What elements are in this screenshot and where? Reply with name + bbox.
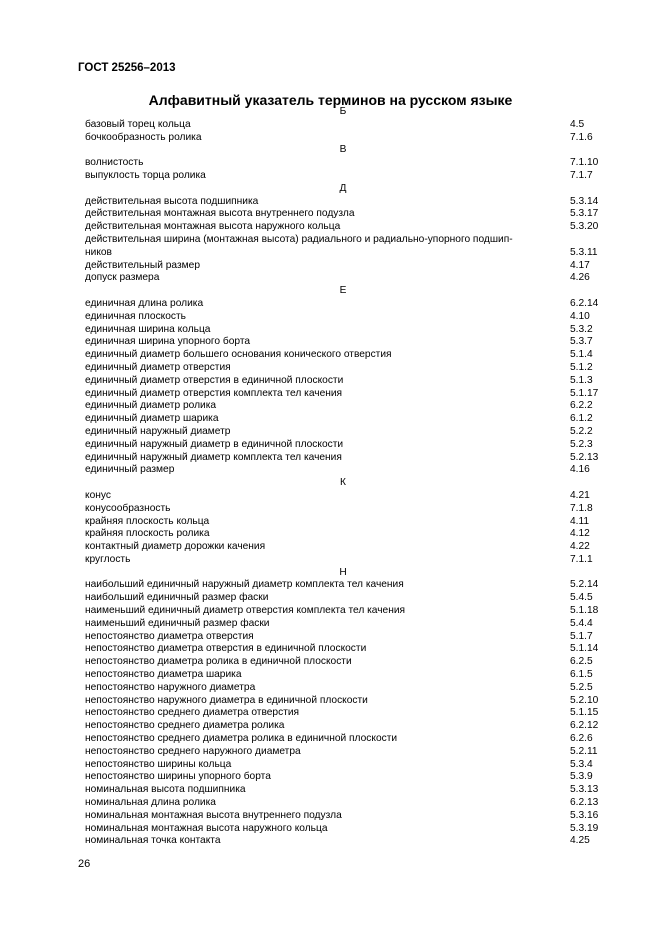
clause-number: 6.2.13 <box>570 797 599 809</box>
term-text: непостоянство среднего диаметра ролика <box>85 720 285 732</box>
term-text: допуск размера <box>85 272 160 284</box>
index-entry <box>85 579 601 592</box>
term-text: номинальная высота подшипника <box>85 784 246 796</box>
index-entry <box>85 196 601 209</box>
term-text: наибольший единичный наружный диаметр комплекта тел качения <box>85 579 404 591</box>
clause-number: 5.1.17 <box>570 387 599 399</box>
index-entry <box>85 823 601 836</box>
term-text: единичный диаметр отверстия <box>85 361 231 373</box>
index-entry <box>85 631 601 644</box>
term-text: непостоянство наружного диаметра в единичной плоскости <box>85 694 368 706</box>
clause-number: 5.3.13 <box>570 784 599 796</box>
clause-number: 6.2.14 <box>570 297 599 309</box>
term-text: конусообразность <box>85 502 171 514</box>
term-text: непостоянство диаметра отверстия <box>85 630 254 642</box>
term-text: действительная ширина (монтажная высота) радиального и радиально-упорного подшип- <box>85 233 513 245</box>
index-entry <box>85 720 601 733</box>
clause-number: 5.1.4 <box>570 349 593 361</box>
index-entry <box>85 643 601 656</box>
section-letter: Д <box>339 182 347 194</box>
index-entry <box>85 464 601 477</box>
clause-number: 5.3.4 <box>570 758 593 770</box>
term-text: непостоянство ширины упорного борта <box>85 771 271 783</box>
clause-number: 6.1.5 <box>570 669 593 681</box>
index-entry <box>85 452 601 465</box>
index-entry <box>85 221 601 234</box>
clause-number: 4.16 <box>570 464 590 476</box>
clause-number: 5.3.11 <box>570 246 598 258</box>
index-entry <box>85 592 601 605</box>
term-text: действительная монтажная высота наружного кольца <box>85 221 341 233</box>
term-text: крайняя плоскость ролика <box>85 528 210 540</box>
index-entry <box>85 170 601 183</box>
index-entry <box>85 439 601 452</box>
index-entry <box>85 388 601 401</box>
term-text: непостоянство среднего диаметра ролика в единичной плоскости <box>85 733 398 745</box>
term-text: единичный диаметр отверстия в единичной плоскости <box>85 374 344 386</box>
page-number: 26 <box>78 858 91 870</box>
clause-number: 4.10 <box>570 310 590 322</box>
term-text: единичная ширина упорного борта <box>85 336 251 348</box>
term-text: единичный диаметр ролика <box>85 400 217 412</box>
clause-number: 6.1.2 <box>570 413 593 425</box>
clause-number: 5.2.5 <box>570 681 593 693</box>
clause-number: 6.2.6 <box>570 733 593 745</box>
clause-number: 5.1.3 <box>570 374 593 386</box>
section-letter: Н <box>339 566 347 578</box>
term-text: волнистость <box>85 157 144 169</box>
term-text: наименьший единичный размер фаски <box>85 617 270 629</box>
term-text: единичный диаметр большего основания конического отверстия <box>85 349 392 361</box>
term-text: бочкообразность ролика <box>85 131 202 143</box>
clause-number: 5.3.20 <box>570 221 599 233</box>
index-entry <box>85 400 601 413</box>
clause-number: 5.3.7 <box>570 336 593 348</box>
clause-number: 5.1.18 <box>570 605 599 617</box>
index-entry <box>85 784 601 797</box>
clause-number: 6.2.2 <box>570 400 593 412</box>
index-entry <box>85 413 601 426</box>
term-index <box>85 106 601 848</box>
term-text: номинальная точка контакта <box>85 835 221 847</box>
index-entry <box>85 490 601 503</box>
term-text: непостоянство диаметра отверстия в единичной плоскости <box>85 643 367 655</box>
clause-number: 4.5 <box>570 118 585 130</box>
term-text: единичный наружный диаметр <box>85 425 231 437</box>
clause-number: 7.1.6 <box>570 131 593 143</box>
term-text: действительная монтажная высота внутреннего подузла <box>85 208 355 220</box>
index-entry <box>85 733 601 746</box>
term-text: номинальная монтажная высота наружного кольца <box>85 822 328 834</box>
clause-number: 5.3.9 <box>570 771 593 783</box>
clause-number: 5.2.11 <box>570 745 598 757</box>
term-text: непостоянство среднего диаметра отверстия <box>85 707 300 719</box>
clause-number: 5.4.5 <box>570 592 593 604</box>
clause-number: 5.3.19 <box>570 822 599 834</box>
index-entry <box>85 746 601 759</box>
clause-number: 4.21 <box>570 489 590 501</box>
term-text: выпуклость торца ролика <box>85 169 206 181</box>
index-entry <box>85 362 601 375</box>
index-entry <box>85 324 601 337</box>
index-entry <box>85 298 601 311</box>
clause-number: 5.1.7 <box>570 630 593 642</box>
term-text: непостоянство среднего наружного диаметра <box>85 745 301 757</box>
section-letter: К <box>340 477 346 489</box>
term-text: конус <box>85 489 111 501</box>
index-entry <box>85 516 601 529</box>
page-title: Алфавитный указатель терминов на русском языке <box>148 92 513 108</box>
clause-number: 5.2.2 <box>570 425 593 437</box>
term-text: действительная высота подшипника <box>85 195 259 207</box>
clause-number: 4.11 <box>570 515 590 527</box>
index-entry <box>85 157 601 170</box>
index-entry <box>85 375 601 388</box>
clause-number: 5.2.13 <box>570 451 599 463</box>
term-text: непостоянство наружного диаметра <box>85 681 256 693</box>
index-entry <box>85 656 601 669</box>
index-entry <box>85 541 601 554</box>
index-entry <box>85 810 601 823</box>
term-text: единичный диаметр отверстия комплекта тел качения <box>85 387 343 399</box>
index-entry <box>85 528 601 541</box>
clause-number: 5.1.14 <box>570 643 599 655</box>
term-text: контактный диаметр дорожки качения <box>85 541 266 553</box>
index-entry <box>85 554 601 567</box>
clause-number: 5.1.2 <box>570 361 593 373</box>
index-entry <box>85 260 601 273</box>
clause-number: 7.1.8 <box>570 502 593 514</box>
index-entry <box>85 695 601 708</box>
term-text: наименьший единичный диаметр отверстия комплекта тел качения <box>85 605 406 617</box>
index-entry <box>85 682 601 695</box>
clause-number: 4.26 <box>570 272 590 284</box>
term-text: непостоянство ширины кольца <box>85 758 232 770</box>
clause-number: 4.22 <box>570 541 590 553</box>
clause-number: 6.2.12 <box>570 720 599 732</box>
index-entry <box>85 119 601 132</box>
clause-number: 5.3.17 <box>570 208 599 220</box>
term-text: единичная плоскость <box>85 310 186 322</box>
term-text: ников <box>85 246 112 258</box>
index-entry <box>85 771 601 784</box>
clause-number: 4.12 <box>570 528 590 540</box>
clause-number: 5.3.2 <box>570 323 593 335</box>
index-entry <box>85 618 601 631</box>
term-text: непостоянство диаметра шарика <box>85 669 242 681</box>
section-letter: Б <box>339 106 347 117</box>
term-text: непостоянство диаметра ролика в единичной плоскости <box>85 656 352 668</box>
clause-number: 5.3.14 <box>570 195 599 207</box>
term-text: единичная ширина кольца <box>85 323 211 335</box>
term-text: единичная длина ролика <box>85 297 204 309</box>
term-text: номинальная длина ролика <box>85 797 216 809</box>
clause-number: 5.3.16 <box>570 809 599 821</box>
clause-number: 6.2.5 <box>570 656 593 668</box>
index-entry <box>85 272 601 285</box>
index-entry <box>85 707 601 720</box>
index-entry <box>85 669 601 682</box>
index-entry <box>85 605 601 618</box>
index-entry <box>85 797 601 810</box>
clause-number: 5.1.15 <box>570 707 599 719</box>
section-letter: Е <box>339 285 347 297</box>
clause-number: 7.1.7 <box>570 169 593 181</box>
document-code: ГОСТ 25256–2013 <box>78 62 176 74</box>
term-text: номинальная монтажная высота внутреннего подузла <box>85 809 342 821</box>
index-entry <box>85 759 601 772</box>
index-entry <box>85 247 601 260</box>
clause-number: 5.2.14 <box>570 579 599 591</box>
clause-number: 7.1.1 <box>570 553 593 565</box>
index-entry <box>85 208 601 221</box>
term-text: круглость <box>85 553 131 565</box>
term-text: действительный размер <box>85 259 200 271</box>
term-text: единичный наружный диаметр в единичной плоскости <box>85 438 344 450</box>
index-entry <box>85 503 601 516</box>
clause-number: 5.2.10 <box>570 694 599 706</box>
index-entry <box>85 349 601 362</box>
term-text: крайняя плоскость кольца <box>85 515 210 527</box>
index-entry <box>85 132 601 145</box>
index-entry <box>85 336 601 349</box>
clause-number: 4.17 <box>570 259 590 271</box>
term-text: единичный наружный диаметр комплекта тел качения <box>85 451 342 463</box>
clause-number: 5.2.3 <box>570 438 593 450</box>
term-text: наибольший единичный размер фаски <box>85 592 269 604</box>
term-text: единичный диаметр шарика <box>85 413 219 425</box>
term-text: единичный размер <box>85 464 175 476</box>
index-entry <box>85 311 601 324</box>
index-entry <box>85 234 601 247</box>
index-entry <box>85 835 601 848</box>
clause-number: 4.25 <box>570 835 590 847</box>
clause-number: 5.4.4 <box>570 617 593 629</box>
section-letter: В <box>339 144 347 156</box>
term-text: базовый торец кольца <box>85 118 191 130</box>
clause-number: 7.1.10 <box>570 157 599 169</box>
index-entry <box>85 426 601 439</box>
